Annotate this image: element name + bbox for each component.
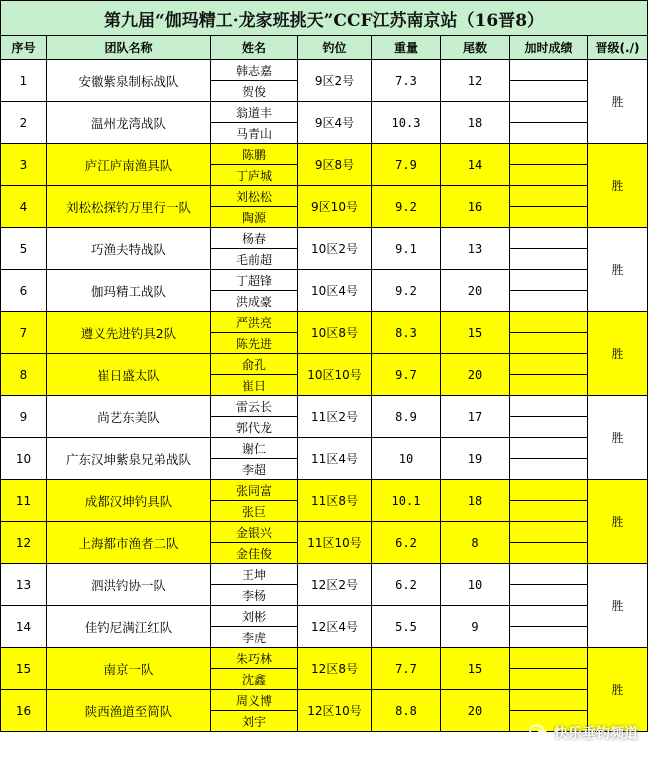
overtime-cell <box>510 669 588 690</box>
fish-count: 9 <box>441 606 510 648</box>
row-number: 3 <box>1 144 47 186</box>
overtime-cell <box>510 186 588 207</box>
fish-count: 18 <box>441 102 510 144</box>
fishing-spot: 10区2号 <box>298 228 372 270</box>
table-row <box>1 606 648 627</box>
table-row <box>1 480 648 501</box>
player-name: 谢仁 <box>211 438 298 459</box>
row-number: 12 <box>1 522 47 564</box>
fish-count: 20 <box>441 270 510 312</box>
fishing-spot: 11区10号 <box>298 522 372 564</box>
fishing-spot: 12区10号 <box>298 690 372 732</box>
team-name: 温州龙湾战队 <box>47 102 211 144</box>
player-name: 朱巧林 <box>211 648 298 669</box>
overtime-cell <box>510 375 588 396</box>
overtime-cell <box>510 81 588 102</box>
advance-result: 胜 <box>588 60 648 144</box>
overtime-cell <box>510 249 588 270</box>
weight-value: 7.3 <box>372 60 441 102</box>
player-name: 陈先进 <box>211 333 298 354</box>
weight-value: 6.2 <box>372 522 441 564</box>
fish-count: 8 <box>441 522 510 564</box>
weight-value: 9.1 <box>372 228 441 270</box>
weight-value: 10.1 <box>372 480 441 522</box>
team-name: 广东汉坤紫泉兄弟战队 <box>47 438 211 480</box>
overtime-cell <box>510 123 588 144</box>
fishing-spot: 12区2号 <box>298 564 372 606</box>
header-advance: 晋级(./) <box>588 36 648 60</box>
fishing-spot: 12区4号 <box>298 606 372 648</box>
player-name: 丁超锋 <box>211 270 298 291</box>
table-row <box>1 228 648 249</box>
table-row <box>1 354 648 375</box>
row-number: 11 <box>1 480 47 522</box>
wechat-icon <box>529 724 549 742</box>
advance-result: 胜 <box>588 564 648 648</box>
overtime-cell <box>510 207 588 228</box>
team-name: 巧渔夫特战队 <box>47 228 211 270</box>
player-name: 翁道丰 <box>211 102 298 123</box>
overtime-cell <box>510 228 588 249</box>
team-name: 崔日盛太队 <box>47 354 211 396</box>
watermark-text: 快乐垂钓频道 <box>554 726 638 742</box>
player-name: 马青山 <box>211 123 298 144</box>
header-team: 团队名称 <box>47 36 211 60</box>
header-overtime: 加时成绩 <box>510 36 588 60</box>
overtime-cell <box>510 522 588 543</box>
fishing-spot: 10区10号 <box>298 354 372 396</box>
fish-count: 18 <box>441 480 510 522</box>
fishing-spot: 11区8号 <box>298 480 372 522</box>
fishing-spot: 9区8号 <box>298 144 372 186</box>
weight-value: 9.2 <box>372 270 441 312</box>
player-name: 周义博 <box>211 690 298 711</box>
table-row <box>1 60 648 81</box>
weight-value: 10 <box>372 438 441 480</box>
table-row <box>1 396 648 417</box>
fishing-spot: 12区8号 <box>298 648 372 690</box>
fishing-spot: 9区10号 <box>298 186 372 228</box>
fish-count: 12 <box>441 60 510 102</box>
weight-value: 9.7 <box>372 354 441 396</box>
overtime-cell <box>510 417 588 438</box>
overtime-cell <box>510 648 588 669</box>
player-name: 李超 <box>211 459 298 480</box>
overtime-cell <box>510 291 588 312</box>
fishing-spot: 10区8号 <box>298 312 372 354</box>
row-number: 16 <box>1 690 47 732</box>
header-count: 尾数 <box>441 36 510 60</box>
player-name: 崔日 <box>211 375 298 396</box>
team-name: 陕西渔道至简队 <box>47 690 211 732</box>
player-name: 陈鹏 <box>211 144 298 165</box>
weight-value: 7.9 <box>372 144 441 186</box>
overtime-cell <box>510 354 588 375</box>
overtime-cell <box>510 585 588 606</box>
player-name: 郭代龙 <box>211 417 298 438</box>
row-number: 9 <box>1 396 47 438</box>
row-number: 8 <box>1 354 47 396</box>
table-row <box>1 564 648 585</box>
weight-value: 10.3 <box>372 102 441 144</box>
fish-count: 13 <box>441 228 510 270</box>
player-name: 丁庐城 <box>211 165 298 186</box>
fish-count: 15 <box>441 648 510 690</box>
advance-result: 胜 <box>588 144 648 228</box>
header-spot: 钓位 <box>298 36 372 60</box>
player-name: 严洪亮 <box>211 312 298 333</box>
team-name: 上海都市渔者二队 <box>47 522 211 564</box>
player-name: 雷云长 <box>211 396 298 417</box>
row-number: 5 <box>1 228 47 270</box>
player-name: 刘宇 <box>211 711 298 732</box>
player-name: 毛前超 <box>211 249 298 270</box>
player-name: 王坤 <box>211 564 298 585</box>
weight-value: 9.2 <box>372 186 441 228</box>
player-name: 杨春 <box>211 228 298 249</box>
fishing-spot: 9区2号 <box>298 60 372 102</box>
table-row <box>1 270 648 291</box>
header-name: 姓名 <box>211 36 298 60</box>
sheet-title: 第九届“伽玛精工·龙家班挑天”CCF江苏南京站（16晋8） <box>0 0 648 36</box>
weight-value: 8.3 <box>372 312 441 354</box>
advance-result: 胜 <box>588 396 648 480</box>
player-name: 韩志嘉 <box>211 60 298 81</box>
advance-result: 胜 <box>588 648 648 732</box>
team-name: 安徽紫泉制标战队 <box>47 60 211 102</box>
row-number: 15 <box>1 648 47 690</box>
row-number: 13 <box>1 564 47 606</box>
player-name: 刘松松 <box>211 186 298 207</box>
overtime-cell <box>510 543 588 564</box>
overtime-cell <box>510 606 588 627</box>
team-name: 刘松松探钓万里行一队 <box>47 186 211 228</box>
table-row <box>1 522 648 543</box>
overtime-cell <box>510 312 588 333</box>
weight-value: 8.8 <box>372 690 441 732</box>
overtime-cell <box>510 333 588 354</box>
overtime-cell <box>510 270 588 291</box>
row-number: 7 <box>1 312 47 354</box>
advance-result: 胜 <box>588 228 648 312</box>
table-row <box>1 312 648 333</box>
team-name: 尚艺东美队 <box>47 396 211 438</box>
results-table <box>0 35 648 732</box>
advance-result: 胜 <box>588 480 648 564</box>
table-row <box>1 690 648 711</box>
fishing-spot: 11区2号 <box>298 396 372 438</box>
fish-count: 20 <box>441 690 510 732</box>
fish-count: 19 <box>441 438 510 480</box>
table-row <box>1 144 648 165</box>
overtime-cell <box>510 165 588 186</box>
player-name: 洪成豪 <box>211 291 298 312</box>
player-name: 张同富 <box>211 480 298 501</box>
table-row <box>1 102 648 123</box>
fish-count: 14 <box>441 144 510 186</box>
weight-value: 5.5 <box>372 606 441 648</box>
player-name: 李杨 <box>211 585 298 606</box>
row-number: 14 <box>1 606 47 648</box>
player-name: 张巨 <box>211 501 298 522</box>
overtime-cell <box>510 144 588 165</box>
team-name: 佳钓尼满江红队 <box>47 606 211 648</box>
header-no: 序号 <box>1 36 47 60</box>
overtime-cell <box>510 480 588 501</box>
overtime-cell <box>510 501 588 522</box>
weight-value: 6.2 <box>372 564 441 606</box>
team-name: 庐江庐南渔具队 <box>47 144 211 186</box>
row-number: 1 <box>1 60 47 102</box>
fishing-spot: 10区4号 <box>298 270 372 312</box>
row-number: 6 <box>1 270 47 312</box>
row-number: 2 <box>1 102 47 144</box>
overtime-cell <box>510 396 588 417</box>
fish-count: 20 <box>441 354 510 396</box>
header-weight: 重量 <box>372 36 441 60</box>
fishing-spot: 11区4号 <box>298 438 372 480</box>
header-row <box>1 36 648 60</box>
row-number: 4 <box>1 186 47 228</box>
team-name: 伽玛精工战队 <box>47 270 211 312</box>
overtime-cell <box>510 60 588 81</box>
player-name: 沈鑫 <box>211 669 298 690</box>
weight-value: 8.9 <box>372 396 441 438</box>
advance-result: 胜 <box>588 312 648 396</box>
player-name: 金佳俊 <box>211 543 298 564</box>
fish-count: 15 <box>441 312 510 354</box>
team-name: 成都汉坤钓具队 <box>47 480 211 522</box>
fish-count: 17 <box>441 396 510 438</box>
table-row <box>1 438 648 459</box>
player-name: 刘彬 <box>211 606 298 627</box>
fishing-spot: 9区4号 <box>298 102 372 144</box>
team-name: 遵义先进钓具2队 <box>47 312 211 354</box>
watermark <box>529 723 638 743</box>
table-row <box>1 186 648 207</box>
weight-value: 7.7 <box>372 648 441 690</box>
player-name: 李虎 <box>211 627 298 648</box>
player-name: 金银兴 <box>211 522 298 543</box>
overtime-cell <box>510 459 588 480</box>
fish-count: 10 <box>441 564 510 606</box>
overtime-cell <box>510 690 588 711</box>
row-number: 10 <box>1 438 47 480</box>
overtime-cell <box>510 102 588 123</box>
player-name: 贺俊 <box>211 81 298 102</box>
fish-count: 16 <box>441 186 510 228</box>
table-row <box>1 648 648 669</box>
player-name: 俞孔 <box>211 354 298 375</box>
overtime-cell <box>510 627 588 648</box>
overtime-cell <box>510 438 588 459</box>
team-name: 南京一队 <box>47 648 211 690</box>
team-name: 泗洪钓协一队 <box>47 564 211 606</box>
player-name: 陶源 <box>211 207 298 228</box>
overtime-cell <box>510 564 588 585</box>
